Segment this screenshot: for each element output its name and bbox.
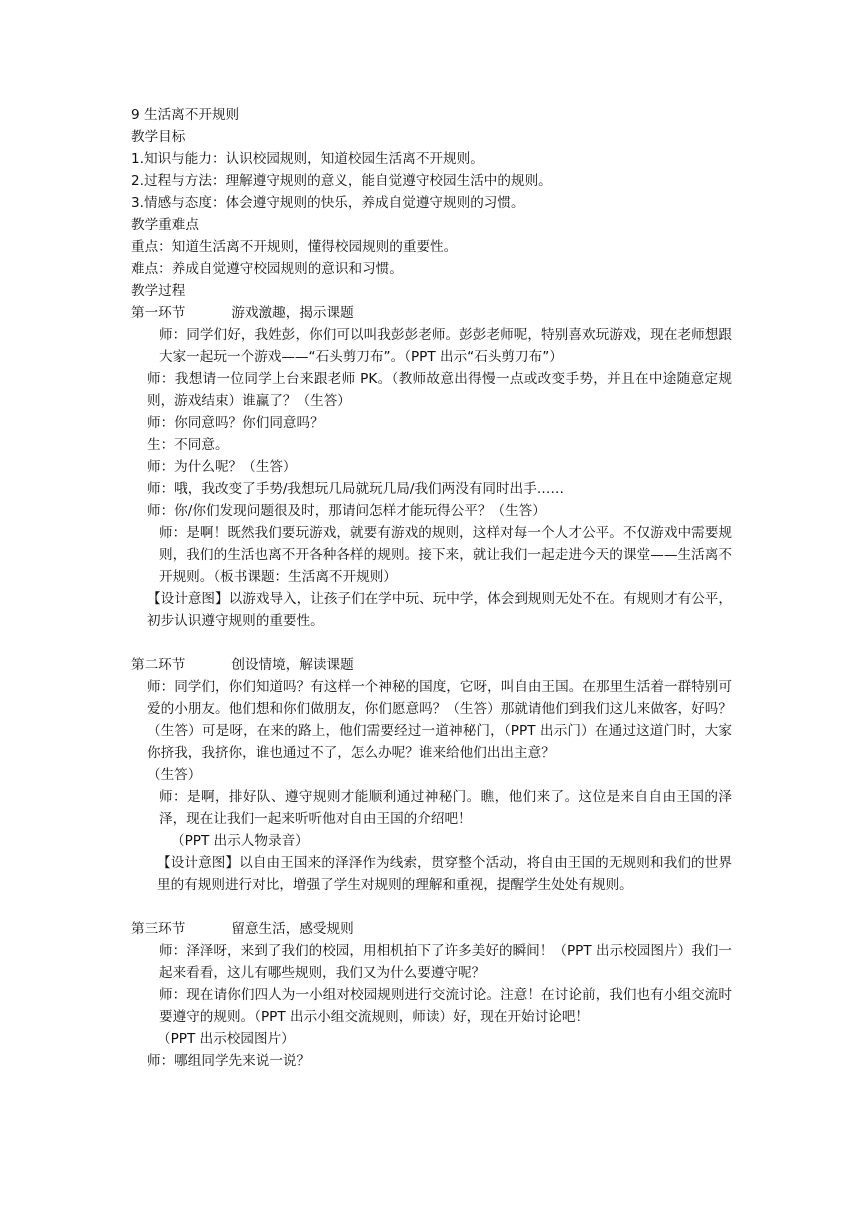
section1-title — [131, 302, 732, 324]
section3-ppt-note: （PPT 出示校园图片） — [157, 1031, 295, 1047]
section1-label: 第一环节 — [131, 305, 186, 321]
section1-line: 师：哦，我改变了手势/我想玩几局就玩几局/我们两没有同时出手…… — [147, 481, 564, 497]
section2-name: 创设情境，解读课题 — [231, 657, 354, 673]
section1-line: 师：为什么呢？（生答） — [147, 459, 297, 475]
section2-title — [131, 654, 732, 676]
section3-name: 留意生活，感受规则 — [231, 921, 354, 937]
section1-design-intent: 【设计意图】以游戏导入，让孩子们在学中玩、玩中学，体会到规则无处不在。有规则才有公平，初步认识遵守规则的重要性。 — [147, 591, 732, 629]
section3-label: 第三环节 — [131, 921, 186, 937]
section1-name: 游戏激趣，揭示课题 — [231, 305, 354, 321]
objective-item: 2.过程与方法：理解遵守规则的意义，能自觉遵守校园生活中的规则。 — [131, 173, 552, 189]
section2-paragraph: 师：是啊，排好队、遵守规则才能顺利通过神秘门。瞧，他们来了。这位是来自自由王国的泽泽，现在让我们一起来听听他对自由王国的介绍吧！ — [159, 789, 732, 827]
difficulty-text: 难点：养成自觉遵守校园规则的意识和习惯。 — [131, 261, 403, 277]
section1-line: 师：你同意吗？你们同意吗？ — [147, 415, 324, 431]
doc-title: 9 生活离不开规则 — [131, 107, 240, 123]
objectives-heading: 教学目标 — [131, 129, 186, 145]
section3-title — [131, 918, 732, 940]
process-heading: 教学过程 — [131, 283, 186, 299]
section1-paragraph: 师：是啊！既然我们要玩游戏，就要有游戏的规则，这样对每一个人才公平。不仅游戏中需要规则，我们的生活也离不开各种各样的规则。接下来，就让我们一起走进今天的课堂——生活离不开规则。（板书课题：生活离不开规则） — [159, 525, 732, 585]
objective-item: 3.情感与态度：体会遵守规则的快乐，养成自觉遵守规则的习惯。 — [131, 195, 525, 211]
section2-paragraph: 师：同学们，你们知道吗？有这样一个神秘的国度，它呀，叫自由王国。在那里生活着一群特别可爱的小朋友。他们想和你们做朋友，你们愿意吗？（生答）那就请他们到我们这儿来做客，好吗？（生答）可是呀，在来的路上，他们需要经过一道神秘门，（PPT 出示门）在通过这道门时，大家你挤我，我挤你，谁也通过不了，怎么办呢？谁来给他们出出主意？ — [147, 679, 732, 761]
section3-paragraph: 师：现在请你们四人为一小组对校园规则进行交流讨论。注意！在讨论前，我们也有小组交流时要遵守的规则。（PPT 出示小组交流规则，师读）好，现在开始讨论吧！ — [159, 987, 732, 1025]
keypoints-heading: 教学重难点 — [131, 217, 199, 233]
section1-line: 生：不同意。 — [147, 437, 229, 453]
section2-answer: （生答） — [147, 767, 202, 783]
keypoint-text: 重点：知道生活离不开规则，懂得校园规则的重要性。 — [131, 239, 458, 255]
section2-label: 第二环节 — [131, 657, 186, 673]
section1-line: 师：你/你们发现问题很及时，那请问怎样才能玩得公平？（生答） — [147, 503, 546, 519]
section1-paragraph: 师：同学们好，我姓彭，你们可以叫我彭彭老师。彭彭老师呢，特别喜欢玩游戏，现在老师想跟大家一起玩一个游戏——“石头剪刀布”。（PPT 出示“石头剪刀布”） — [159, 327, 732, 365]
objective-item: 1.知识与能力：认识校园规则，知道校园生活离不开规则。 — [131, 151, 484, 167]
section2-design-intent: 【设计意图】以自由王国来的泽泽作为线索，贯穿整个活动，将自由王国的无规则和我们的世界里的有规则进行对比，增强了学生对规则的理解和重视，提醒学生处处有规则。 — [157, 855, 732, 893]
section3-line: 师：哪组同学先来说一说？ — [147, 1053, 311, 1069]
section1-paragraph: 师：我想请一位同学上台来跟老师 PK。（教师故意出得慢一点或改变手势，并且在中途随意定规则，游戏结束）谁赢了？（生答） — [147, 371, 732, 409]
section2-ppt-note: （PPT 出示人物录音） — [171, 833, 309, 849]
document-page — [131, 104, 732, 1072]
section3-paragraph: 师：泽泽呀，来到了我们的校园，用相机拍下了许多美好的瞬间！（PPT 出示校园图片）我们一起来看看，这儿有哪些规则，我们又为什么要遵守呢？ — [159, 943, 732, 981]
